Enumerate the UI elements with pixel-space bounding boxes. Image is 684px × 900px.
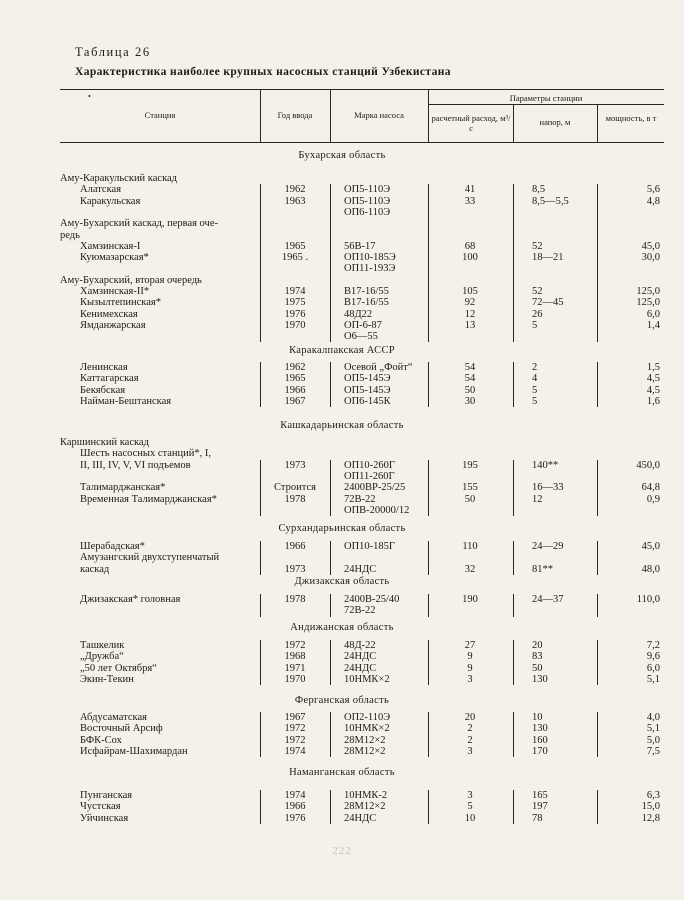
- cell-year: 1978: [284, 493, 306, 505]
- header-station: Станция: [144, 110, 176, 120]
- cell-year: 1965 .: [281, 252, 309, 264]
- cell-pump: 10НМК×2: [344, 673, 390, 685]
- cell-year: 1962: [284, 362, 306, 373]
- cell-flow: 13: [464, 319, 476, 331]
- column-separator: [597, 541, 598, 575]
- cell-power: 7,2: [646, 640, 660, 651]
- station-name: Каршинский каскад: [60, 437, 149, 448]
- station-name: II, III, IV, V, VI подъемов: [80, 459, 191, 471]
- cell-power: 5,0: [646, 734, 660, 746]
- cell-flow: 30: [464, 395, 476, 407]
- cell-power: 5,1: [646, 673, 660, 685]
- column-separator: [330, 790, 331, 824]
- column-separator: [597, 640, 598, 685]
- cell-pump: 48Д-22: [344, 640, 376, 651]
- station-name: Амузангский двухступенчатый: [80, 552, 220, 564]
- cell-pump: 10НМК×2: [344, 723, 390, 735]
- cell-power: 4,0: [646, 712, 660, 723]
- cell-power: 30,0: [641, 252, 660, 264]
- header-vsep: [597, 104, 598, 142]
- header-bottom-rule: [60, 142, 664, 143]
- section-title: Бухарская область: [298, 150, 386, 161]
- cell-year: 1974: [284, 286, 306, 297]
- cell-head: 52: [532, 240, 543, 252]
- column-separator: [330, 362, 331, 407]
- column-separator: [513, 184, 514, 342]
- cell-head: 50: [532, 662, 543, 674]
- cell-year: 1972: [284, 640, 306, 651]
- station-name: Ташкелик: [80, 640, 125, 651]
- section-title: Сурхандарьинская область: [278, 523, 406, 534]
- cell-pump: ОП10-185Г: [344, 541, 395, 552]
- station-name: Чустская: [80, 801, 121, 813]
- station-name: Ямданжарская: [80, 319, 146, 331]
- column-separator: [260, 640, 261, 685]
- cell-pump: ОП6-110Э: [344, 206, 391, 218]
- cell-power: 45,0: [641, 541, 660, 552]
- column-separator: [330, 184, 331, 342]
- column-separator: [513, 362, 514, 407]
- cell-year: 1970: [284, 319, 306, 331]
- column-separator: [597, 790, 598, 824]
- cell-power: 9,6: [646, 651, 660, 663]
- header-mark: •: [88, 92, 91, 101]
- cell-flow: 110: [462, 541, 478, 552]
- column-separator: [428, 184, 429, 342]
- cell-pump: О6—55: [344, 331, 378, 343]
- cell-head: 130: [532, 723, 548, 735]
- column-separator: [330, 460, 331, 517]
- cell-power: 6,3: [646, 790, 660, 801]
- cell-year: 1966: [284, 541, 306, 552]
- column-separator: [260, 712, 261, 757]
- column-separator: [428, 541, 429, 575]
- cell-power: 4,8: [646, 195, 660, 207]
- cell-flow: 27: [464, 640, 476, 651]
- cell-pump: ОП5-110Э: [344, 195, 391, 207]
- cell-pump: 56В-17: [344, 240, 376, 252]
- station-name: Временная Талимарджанская*: [80, 493, 217, 505]
- cell-flow: 54: [464, 362, 476, 373]
- header-head: напор, м: [539, 117, 571, 127]
- cell-head: 8,5: [532, 184, 546, 196]
- cell-head: 2: [532, 362, 538, 373]
- station-name: Кенимехская: [80, 308, 138, 320]
- cell-power: 7,5: [646, 745, 660, 757]
- cell-head: 24—37: [532, 594, 564, 605]
- cell-head: 26: [532, 308, 543, 320]
- station-name: Абдусаматская: [80, 712, 147, 723]
- station-name: Исфайрам-Шахимардан: [80, 745, 188, 757]
- station-name: Уйчинская: [80, 812, 129, 824]
- cell-pump: ОП2-110Э: [344, 712, 391, 723]
- cell-year: 1976: [284, 308, 306, 320]
- cell-pump: Осевой „Фойт“: [344, 362, 413, 373]
- cell-year: 1962: [284, 184, 306, 196]
- cell-head: 72—45: [532, 297, 564, 309]
- cell-pump: ОП5-145Э: [344, 373, 391, 385]
- station-name: Каттагарская: [80, 373, 139, 385]
- station-name: Экин-Текин: [80, 673, 134, 685]
- header-pump: Марка насоса: [354, 110, 404, 120]
- cell-power: 4,5: [646, 384, 660, 396]
- cell-flow: 3: [467, 673, 473, 685]
- cell-pump: 48Д22: [344, 308, 373, 320]
- cell-pump: В17-16/55: [344, 297, 389, 309]
- column-separator: [260, 594, 261, 617]
- cell-head: 78: [532, 812, 543, 824]
- cell-flow: 20: [464, 712, 476, 723]
- cell-flow: 10: [464, 812, 476, 824]
- column-separator: [330, 594, 331, 617]
- cell-power: 12,8: [641, 812, 660, 824]
- cell-head: 81**: [532, 563, 553, 575]
- cell-head: 24—29: [532, 541, 564, 552]
- cell-pump: 72В-22: [344, 605, 376, 617]
- column-separator: [597, 184, 598, 342]
- column-separator: [428, 594, 429, 617]
- cell-pump: 24НДС: [344, 563, 377, 575]
- cell-flow: 2: [467, 723, 473, 735]
- cell-flow: 195: [462, 459, 478, 471]
- cell-pump: 28М12×2: [344, 801, 386, 813]
- column-separator: [330, 712, 331, 757]
- column-separator: [513, 790, 514, 824]
- cell-flow: 9: [467, 662, 473, 674]
- cell-pump: 24НДС: [344, 651, 377, 663]
- cell-pump: ОП-6-87: [344, 319, 382, 331]
- section-title: Наманганская область: [289, 767, 395, 778]
- cell-power: 5,1: [646, 723, 660, 735]
- cell-year: 1970: [284, 673, 306, 685]
- cell-power: 48,0: [641, 563, 660, 575]
- cell-year: 1975: [284, 297, 306, 309]
- column-separator: [513, 594, 514, 617]
- cell-pump: 72В-22: [344, 493, 376, 505]
- header-flow: расчетный расход, м³/с: [431, 113, 511, 133]
- cell-power: 5,6: [646, 184, 660, 196]
- station-name: каскад: [80, 563, 110, 575]
- params-sub-rule: [428, 104, 664, 105]
- cell-year: 1973: [284, 563, 306, 575]
- cell-head: 52: [532, 286, 543, 297]
- cell-year: 1972: [284, 734, 306, 746]
- cell-pump: ОП5-145Э: [344, 384, 391, 396]
- header-power: мощность, в т: [605, 113, 657, 123]
- cell-head: 165: [532, 790, 548, 801]
- cell-head: 5: [532, 319, 538, 331]
- cell-head: 170: [532, 745, 548, 757]
- cell-flow: 5: [467, 801, 473, 813]
- station-name: Куюмазарская*: [80, 252, 149, 264]
- station-name: БФК-Сох: [80, 734, 122, 746]
- cell-year: 1972: [284, 723, 306, 735]
- station-name: Шесть насосных станций*, I,: [80, 448, 211, 460]
- cell-year: 1976: [284, 812, 306, 824]
- cell-head: 12: [532, 493, 543, 505]
- station-name: Хамзинская-II*: [80, 286, 150, 297]
- column-separator: [260, 362, 261, 407]
- cell-year: 1974: [284, 790, 306, 801]
- station-name: Кызылтепинская*: [80, 297, 161, 309]
- cell-pump: ОП5-110Э: [344, 184, 391, 196]
- cell-power: 64,8: [641, 482, 660, 494]
- cell-flow: 100: [462, 252, 478, 264]
- cell-power: 125,0: [636, 286, 660, 297]
- cell-power: 6,0: [646, 308, 660, 320]
- cell-power: 110,0: [636, 594, 660, 605]
- cell-flow: 50: [464, 384, 476, 396]
- cell-head: 5: [532, 384, 538, 396]
- station-name: Аму-Каракульский каскад: [60, 173, 178, 184]
- cell-flow: 50: [464, 493, 476, 505]
- cell-power: 15,0: [641, 801, 660, 813]
- column-separator: [428, 640, 429, 685]
- cell-year: 1965: [284, 373, 306, 385]
- column-separator: [597, 712, 598, 757]
- cell-pump: 2400В-25/40: [344, 594, 400, 605]
- cell-year: 1968: [284, 651, 306, 663]
- cell-year: 1974: [284, 745, 306, 757]
- column-separator: [260, 790, 261, 824]
- page-number: 222: [332, 845, 352, 857]
- column-separator: [513, 712, 514, 757]
- cell-head: 160: [532, 734, 548, 746]
- column-separator: [597, 594, 598, 617]
- station-name: Восточный Арсиф: [80, 723, 163, 735]
- cell-year: 1966: [284, 801, 306, 813]
- cell-flow: 33: [464, 195, 476, 207]
- section-title: Джизакская область: [294, 576, 390, 587]
- station-name: Бекябская: [80, 384, 126, 396]
- cell-pump: 28М12×2: [344, 734, 386, 746]
- cell-pump: ОПВ-20000/12: [344, 504, 410, 516]
- cell-pump: ОП10-260Г: [344, 459, 395, 471]
- cell-flow: 54: [464, 373, 476, 385]
- column-separator: [330, 640, 331, 685]
- cell-pump: 10НМК-2: [344, 790, 388, 801]
- section-title: Андижанская область: [290, 622, 394, 633]
- cell-head: 16—33: [532, 482, 564, 494]
- cell-power: 1,6: [646, 395, 660, 407]
- column-separator: [260, 541, 261, 575]
- cell-flow: 9: [467, 651, 473, 663]
- cell-head: 140**: [532, 459, 559, 471]
- cell-flow: 3: [467, 745, 473, 757]
- cell-power: 1,5: [646, 362, 660, 373]
- cell-head: 8,5—5,5: [532, 195, 569, 207]
- cell-pump: ОП6-145К: [344, 395, 391, 407]
- station-name: „50 лет Октября“: [80, 662, 157, 674]
- cell-pump: ОП10-185Э: [344, 252, 396, 264]
- station-name: Найман-Бештанская: [80, 395, 172, 407]
- cell-pump: 24НДС: [344, 812, 377, 824]
- cell-flow: 190: [462, 594, 478, 605]
- cell-pump: 24НДС: [344, 662, 377, 674]
- cell-power: 0,9: [646, 493, 660, 505]
- column-separator: [513, 640, 514, 685]
- station-name: „Дружба“: [80, 651, 124, 663]
- column-separator: [597, 460, 598, 517]
- header-top-rule: [60, 89, 664, 90]
- station-name: Шерабадская*: [80, 541, 145, 552]
- station-name: Аму-Бухарский каскад, первая оче-: [60, 218, 218, 230]
- cell-year: 1967: [284, 712, 306, 723]
- section-title: Каракалпакская АССР: [289, 345, 395, 356]
- cell-pump: 28М12×2: [344, 745, 386, 757]
- cell-head: 4: [532, 373, 538, 385]
- cell-head: 18—21: [532, 252, 564, 264]
- column-separator: [428, 790, 429, 824]
- column-separator: [260, 184, 261, 342]
- cell-head: 10: [532, 712, 543, 723]
- column-separator: [513, 460, 514, 517]
- cell-head: 5: [532, 395, 538, 407]
- cell-head: 197: [532, 801, 548, 813]
- cell-head: 20: [532, 640, 543, 651]
- cell-power: 1,4: [646, 319, 660, 331]
- station-name: Аму-Бухарский, вторая очередь: [60, 274, 202, 286]
- header-year: Год ввода: [277, 110, 313, 120]
- cell-flow: 41: [464, 184, 476, 196]
- station-name: Алатская: [80, 184, 122, 196]
- station-name: Каракульская: [80, 195, 141, 207]
- column-separator: [513, 541, 514, 575]
- station-name: Джизакская* головная: [80, 594, 181, 605]
- column-separator: [428, 460, 429, 517]
- cell-power: 125,0: [636, 297, 660, 309]
- cell-head: 130: [532, 673, 548, 685]
- column-separator: [260, 460, 261, 517]
- cell-flow: 2: [467, 734, 473, 746]
- cell-flow: 105: [462, 286, 478, 297]
- section-title: Кашкадарьинская область: [280, 420, 404, 431]
- cell-flow: 68: [464, 240, 476, 252]
- cell-pump: В17-16/55: [344, 286, 389, 297]
- cell-power: 450,0: [636, 459, 660, 471]
- cell-year: 1963: [284, 195, 306, 207]
- station-name: редь: [60, 229, 80, 241]
- cell-year: Строится: [274, 482, 316, 494]
- column-separator: [428, 712, 429, 757]
- cell-pump: ОП11-193Э: [344, 263, 396, 275]
- cell-flow: 92: [464, 297, 476, 309]
- section-title: Ферганская область: [294, 695, 390, 706]
- cell-pump: ОП11-260Г: [344, 470, 395, 482]
- cell-year: 1966: [284, 384, 306, 396]
- station-name: Ленинская: [80, 362, 128, 373]
- column-separator: [597, 362, 598, 407]
- cell-power: 6,0: [646, 662, 660, 674]
- cell-year: 1971: [284, 662, 306, 674]
- cell-power: 4,5: [646, 373, 660, 385]
- cell-year: 1978: [284, 594, 306, 605]
- station-name: Талимарджанская*: [80, 482, 166, 494]
- cell-flow: 32: [464, 563, 476, 575]
- station-name: Хамзинская-I: [80, 240, 141, 252]
- station-name: Пунганская: [80, 790, 133, 801]
- cell-flow: 12: [464, 308, 476, 320]
- cell-flow: 3: [467, 790, 473, 801]
- cell-year: 1967: [284, 395, 306, 407]
- cell-year: 1965: [284, 240, 306, 252]
- cell-head: 83: [532, 651, 543, 663]
- table-caption: Таблица 26: [75, 45, 151, 59]
- cell-power: 45,0: [641, 240, 660, 252]
- column-separator: [428, 362, 429, 407]
- cell-flow: 155: [462, 482, 478, 494]
- column-separator: [330, 541, 331, 575]
- header-params: Параметры станции: [509, 93, 583, 103]
- cell-pump: 2400ВР-25/25: [344, 482, 406, 494]
- table-title: Характеристика наиболее крупных насосных станций Узбекистана: [75, 66, 451, 78]
- cell-year: 1973: [284, 459, 306, 471]
